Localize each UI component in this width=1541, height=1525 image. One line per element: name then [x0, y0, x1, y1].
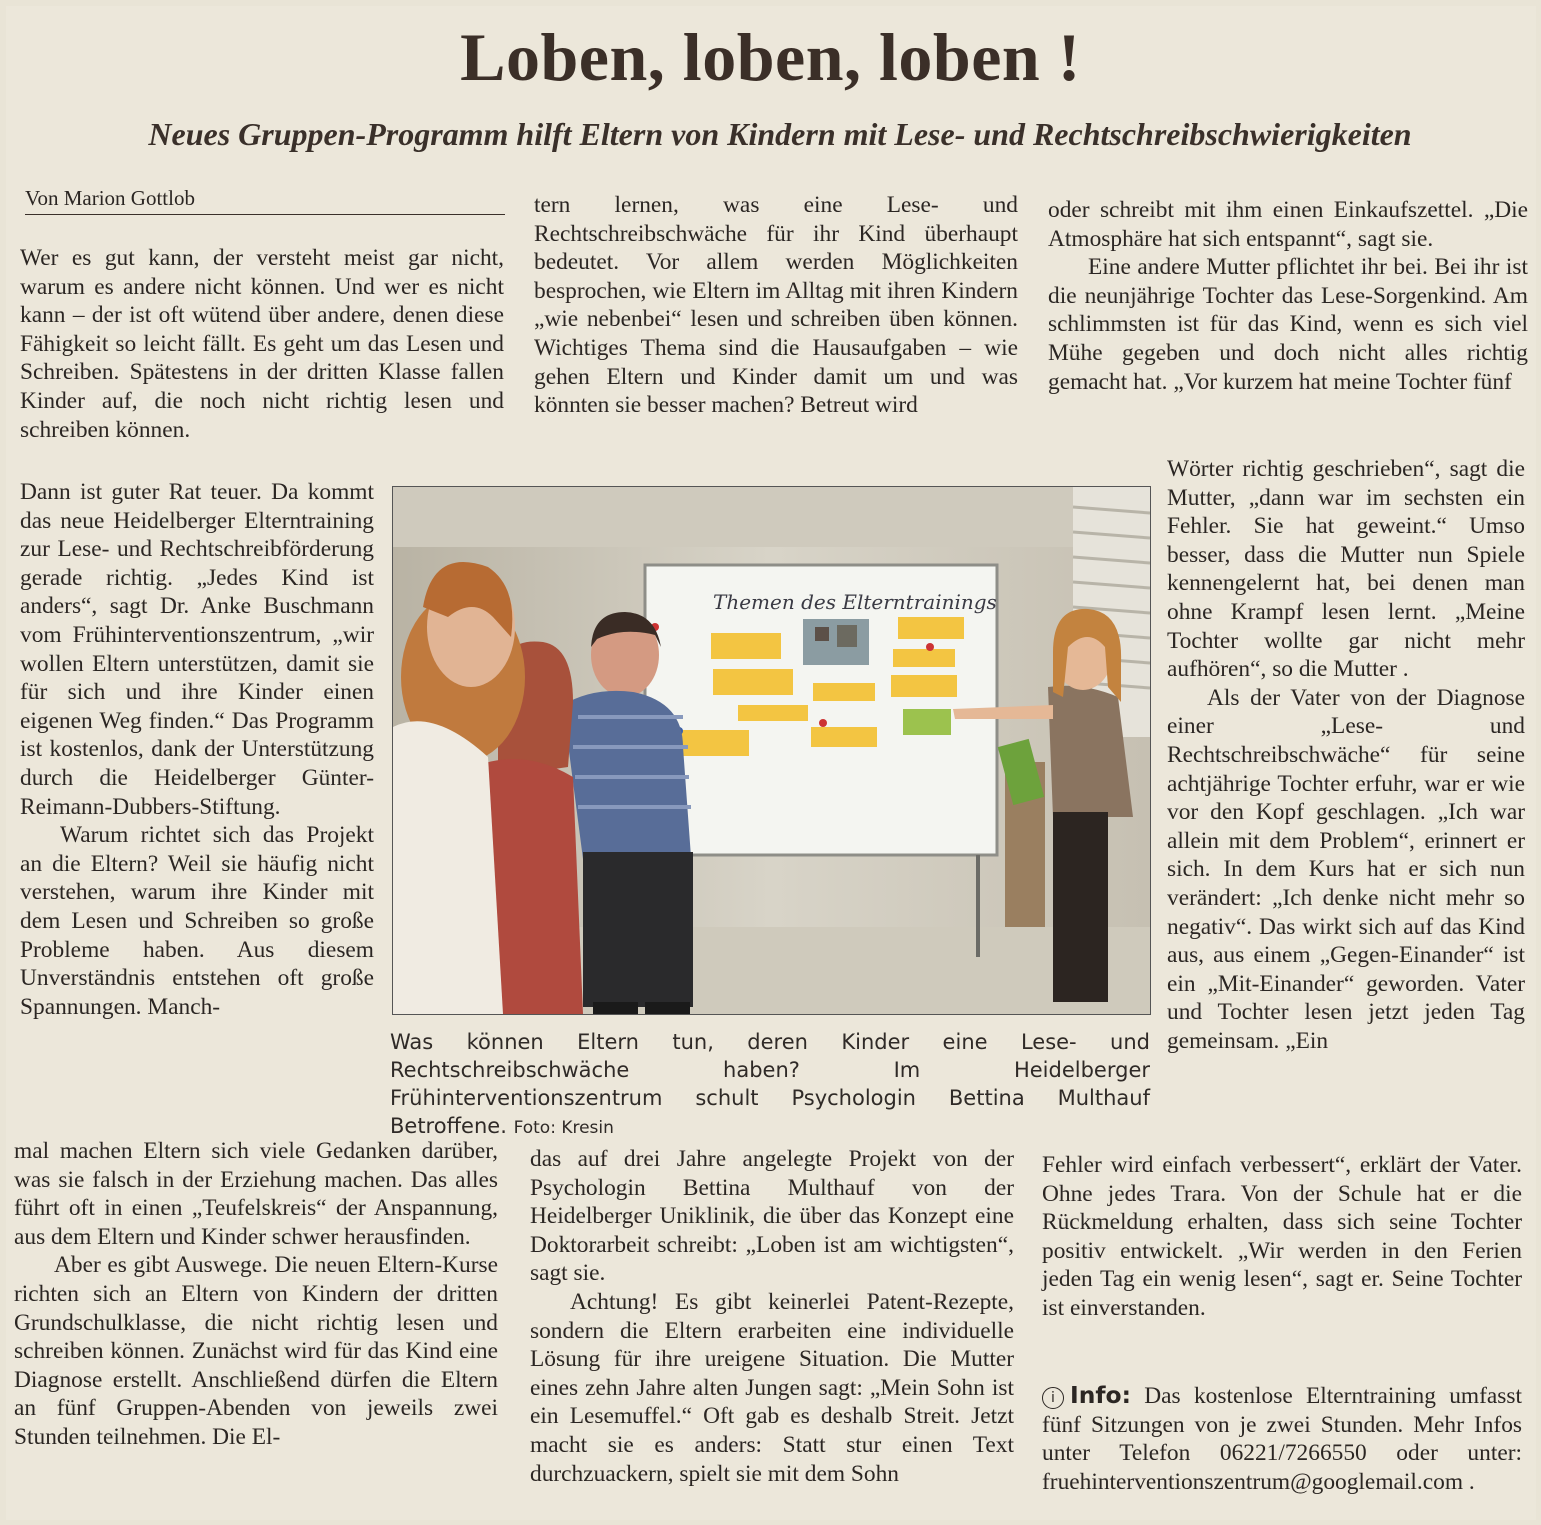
photo-credit: Foto: Kresin [513, 1118, 614, 1138]
column-2-bottom [530, 1145, 1014, 1488]
column-1-top [20, 244, 504, 444]
paragraph: mal machen Eltern sich viele Gedanken darüber, was sie falsch in der Erziehung machen. Das alles führt oft in einen „Teufelskreis“ der Anspannung, aus dem Eltern und Kinder schwer herausfinden. [14, 1138, 498, 1250]
paragraph: Fehler wird einfach verbessert“, erklärt der Vater. Ohne jedes Trara. Von der Schule hat er die Rückmeldung erhalten, dass sich seine Tochter positiv entwickelt. „Wir werden in den Ferien jeden Tag ein wenig lesen“, sagt er. Seine Tochter ist einverstanden. [1042, 1152, 1522, 1321]
photo-illustration [393, 487, 1150, 1014]
info-icon: i [1042, 1387, 1064, 1409]
headline: Loben, loben, loben ! [460, 19, 1081, 95]
paragraph: Achtung! Es gibt keinerlei Patent-Rezepte, sondern die Eltern erarbeiten eine individuelle Lösung für ihre ureigene Situation. Die Mutter eines zehn Jahre alten Jungen sagt: „Mein Sohn ist ein Lesemuffel.“ Oft gab es deshalb Streit. Jetzt macht sie es anders: Statt stur einen Text durchzuackern, spielt sie mit dem Sohn [530, 1288, 1014, 1487]
byline: Von Marion Gottlob [25, 186, 505, 215]
caption-text: Was können Eltern tun, deren Kinder eine Lese- und Rechtschreibschwäche haben? Im Heidelberger Frühinterventionszentrum schult Psychologin Bettina Multhauf Betroffene. [390, 1030, 1150, 1138]
column-2-top [534, 191, 1018, 420]
column-3-middle [1167, 455, 1525, 1055]
column-3-top [1048, 196, 1528, 396]
paragraph: Warum richtet sich das Projekt an die Eltern? Weil sie häufig nicht verstehen, warum ihre Kinder mit dem Lesen und Schreiben so große Probleme haben. Aus diesem Unverständnis entstehen oft große Spannungen. Manch- [20, 822, 374, 1020]
paragraph: tern lernen, was eine Lese- und Rechtschreibschwäche für ihr Kind überhaupt bedeutet. Vor allem werden Möglichkeiten besprochen, wie Eltern im Alltag mit ihren Kindern „wie nebenbei“ lesen und schreiben üben können. Wichtiges Thema sind die Hausaufgaben – wie gehen Eltern und Kinder damit um und was könnten sie besser machen? Betreut wird [534, 192, 1018, 419]
column-1-bottom [14, 1137, 498, 1452]
paragraph: das auf drei Jahre angelegte Projekt von der Psychologin Bettina Multhauf von der Heidelberger Uniklinik, die über das Konzept eine Doktorarbeit schreibt: „Loben ist am wichtigsten“, sagt sie. [530, 1146, 1014, 1287]
paragraph: Dann ist guter Rat teuer. Da kommt das neue Heidelberger Elterntraining zur Lese- und Rechtschreibförderung gerade richtig. „Jedes Kind ist anders“, sagt Dr. Anke Buschmann vom Frühinterventionszentrum, „wir wollen Eltern unterstützen, damit sie für sich und ihre Kinder einen eigenen Weg finden.“ Das Programm ist kostenlos, dank der Unterstützung durch die Heidelberger Günter-Reimann-Dubbers-Stiftung. [20, 479, 374, 820]
subheadline: Neues Gruppen-Programm hilft Eltern von Kindern mit Lese- und Rechtschreibschwierigkeiten [148, 116, 1412, 152]
info-text: Das kostenlose Elterntraining umfasst fünf Sitzungen von je zwei Stunden. Mehr Infos unter Telefon 06221/7266550 oder unter: fruehinterventionszentrum@googlemail.com . [1042, 1383, 1522, 1495]
paragraph: Aber es gibt Auswege. Die neuen Eltern-Kurse richten sich an Eltern von Kindern der dritten Grundschulklasse, die nicht richtig lesen und schreiben können. Zunächst wird für das Kind eine Diagnose erstellt. Anschließend dürfen die Eltern an fünf Gruppen-Abenden von jeweils zwei Stunden teilnehmen. Die El- [14, 1252, 498, 1450]
whiteboard-title: Themen des Elterntrainings [713, 590, 997, 614]
info-label: Info: [1070, 1381, 1131, 1409]
paragraph: Wer es gut kann, der versteht meist gar nicht, warum es andere nicht können. Und wer es nicht kann – der ist oft wütend über andere, denen diese Fähigkeit so leicht fällt. Es geht um das Lesen und Schreiben. Spätestens in der dritten Klasse fallen Kinder auf, die noch nicht richtig lesen und schreiben können. [20, 245, 504, 443]
paragraph: Wörter richtig geschrieben“, sagt die Mutter, „dann war im sechsten ein Fehler. Sie hat geweint.“ Umso besser, dass die Mutter nun Spiele kennengelernt hat, bei denen man ohne Krampf lesen lernt. „Meine Tochter wollte gar nicht mehr aufhören“, so die Mutter . [1167, 456, 1525, 683]
info-box [1042, 1381, 1522, 1496]
paragraph: Eine andere Mutter pflichtet ihr bei. Bei ihr ist die neunjährige Tochter das Lese-Sorgenkind. Am schlimmsten ist für das Kind, wenn es sich viel Mühe gegeben und doch nicht alles richtig gemacht hat. „Vor kurzem hat meine Tochter fünf [1048, 254, 1528, 395]
column-1-middle [20, 478, 374, 1021]
paragraph: Als der Vater von der Diagnose einer „Lese- und Rechtschreibschwäche“ für seine achtjährige Tochter erfuhr, war er wie vor den Kopf geschlagen. „Ich war allein mit dem Problem“, erinnert er sich. In dem Kurs hat er sich nun verändert: „Ich denke nicht mehr so negativ“. Das wirkt sich auf das Kind aus, aus einem „Gegen-Einander“ ist ein „Mit-Einander“ geworden. Vater und Tochter lesen jetzt jeden Tag gemeinsam. „Ein [1167, 684, 1525, 1054]
column-3-bottom [1042, 1151, 1522, 1323]
article-photo [392, 486, 1151, 1015]
paragraph: oder schreibt mit ihm einen Einkaufszettel. „Die Atmosphäre hat sich entspannt“, sagt sie. [1048, 197, 1528, 252]
photo-caption [390, 1028, 1150, 1142]
